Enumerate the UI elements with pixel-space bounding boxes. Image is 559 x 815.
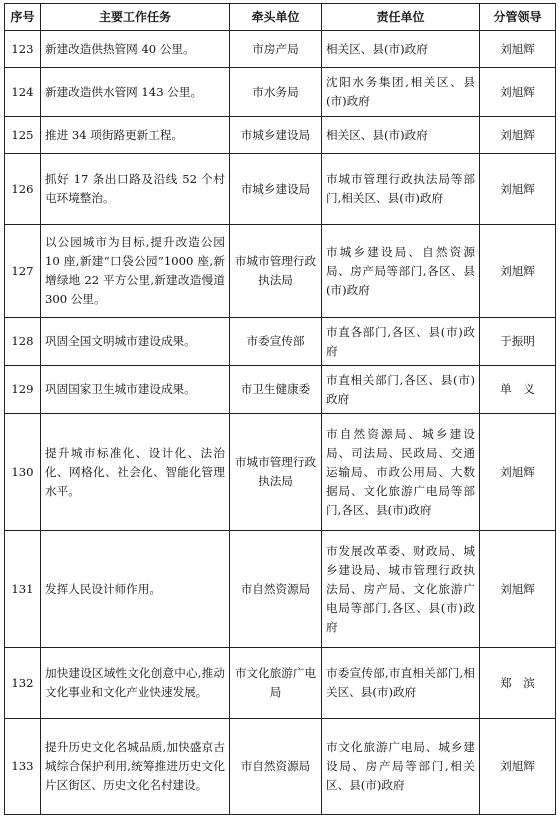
header-leader: 分管领导 — [480, 4, 556, 31]
row-leader: 刘旭辉 — [480, 225, 556, 318]
table-row — [5, 117, 556, 154]
task-table — [4, 3, 556, 815]
row-index: 130 — [5, 414, 41, 531]
row-task: 以公园城市为目标,提升改造公园 10 座,新建“口袋公园”1000 座,新增绿地 22 平方公里,新建改造慢道 300 公里。 — [41, 225, 230, 318]
row-task: 提升历史文化名城品质,加快盛京古城综合保护利用,统筹推进历史文化片区街区、历史文化名村建设。 — [41, 719, 230, 815]
row-lead-unit: 市城乡建设局 — [230, 154, 322, 225]
row-lead-unit: 市自然资源局 — [230, 531, 322, 648]
row-lead-unit: 市委宣传部 — [230, 318, 322, 366]
row-responsible-unit: 市城乡建设局、自然资源局、房产局等部门,各区、县(市)政府 — [322, 225, 480, 318]
row-task: 巩固全国文明城市建设成果。 — [41, 318, 230, 366]
row-lead-unit: 市自然资源局 — [230, 719, 322, 815]
row-index: 128 — [5, 318, 41, 366]
row-leader: 单 义 — [480, 366, 556, 414]
row-lead-unit: 市城乡建设局 — [230, 117, 322, 154]
row-lead-unit: 市文化旅游广电局 — [230, 648, 322, 719]
table-row — [5, 154, 556, 225]
row-task: 发挥人民设计师作用。 — [41, 531, 230, 648]
row-task: 推进 34 项街路更新工程。 — [41, 117, 230, 154]
table-row — [5, 414, 556, 531]
table-row — [5, 318, 556, 366]
header-index: 序号 — [5, 4, 41, 31]
row-task: 巩固国家卫生城市建设成果。 — [41, 366, 230, 414]
row-responsible-unit: 市直各部门,各区、县(市)政府 — [322, 318, 480, 366]
row-lead-unit: 市城市管理行政执法局 — [230, 225, 322, 318]
row-responsible-unit: 相关区、县(市)政府 — [322, 117, 480, 154]
header-row — [5, 4, 556, 31]
table-row — [5, 648, 556, 719]
row-responsible-unit: 市委宣传部,市直相关部门,相关区、县(市)政府 — [322, 648, 480, 719]
row-leader: 刘旭辉 — [480, 68, 556, 117]
header-responsible-unit: 责任单位 — [322, 4, 480, 31]
row-index: 129 — [5, 366, 41, 414]
row-lead-unit: 市城市管理行政执法局 — [230, 414, 322, 531]
row-index: 124 — [5, 68, 41, 117]
row-index: 132 — [5, 648, 41, 719]
row-leader: 刘旭辉 — [480, 719, 556, 815]
row-leader: 郑 滨 — [480, 648, 556, 719]
row-index: 126 — [5, 154, 41, 225]
row-task: 新建改造供水管网 143 公里。 — [41, 68, 230, 117]
table-row — [5, 31, 556, 68]
row-responsible-unit: 市自然资源局、城乡建设局、司法局、民政局、交通运输局、市政公用局、大数据局、文化旅游广电局等部门,各区、县(市)政府 — [322, 414, 480, 531]
row-task: 提升城市标准化、设计化、法治化、网格化、社会化、智能化管理水平。 — [41, 414, 230, 531]
row-index: 127 — [5, 225, 41, 318]
row-leader: 刘旭辉 — [480, 414, 556, 531]
header-lead-unit: 牵头单位 — [230, 4, 322, 31]
row-index: 133 — [5, 719, 41, 815]
row-responsible-unit: 市直相关部门,各区、县(市)政府 — [322, 366, 480, 414]
row-index: 131 — [5, 531, 41, 648]
row-responsible-unit: 市文化旅游广电局、城乡建设局、房产局等部门,相关区、县(市)政府 — [322, 719, 480, 815]
row-responsible-unit: 相关区、县(市)政府 — [322, 31, 480, 68]
row-task: 新建改造供热管网 40 公里。 — [41, 31, 230, 68]
row-lead-unit: 市卫生健康委 — [230, 366, 322, 414]
row-responsible-unit: 市城市管理行政执法局等部门,相关区、县(市)政府 — [322, 154, 480, 225]
row-task: 加快建设区域性文化创意中心,推动文化事业和文化产业快速发展。 — [41, 648, 230, 719]
row-leader: 刘旭辉 — [480, 531, 556, 648]
table-row — [5, 366, 556, 414]
row-leader: 刘旭辉 — [480, 31, 556, 68]
row-leader: 刘旭辉 — [480, 117, 556, 154]
row-task: 抓好 17 条出口路及沿线 52 个村屯环境整治。 — [41, 154, 230, 225]
row-responsible-unit: 沈阳水务集团,相关区、县(市)政府 — [322, 68, 480, 117]
table-row — [5, 225, 556, 318]
row-leader: 刘旭辉 — [480, 154, 556, 225]
table-row — [5, 531, 556, 648]
table-row — [5, 68, 556, 117]
row-leader: 于振明 — [480, 318, 556, 366]
row-responsible-unit: 市发展改革委、财政局、城乡建设局、城市管理行政执法局、房产局、文化旅游广电局等部门,各区、县(市)政府 — [322, 531, 480, 648]
row-lead-unit: 市水务局 — [230, 68, 322, 117]
row-index: 123 — [5, 31, 41, 68]
row-lead-unit: 市房产局 — [230, 31, 322, 68]
row-index: 125 — [5, 117, 41, 154]
header-task: 主要工作任务 — [41, 4, 230, 31]
table-row — [5, 719, 556, 815]
